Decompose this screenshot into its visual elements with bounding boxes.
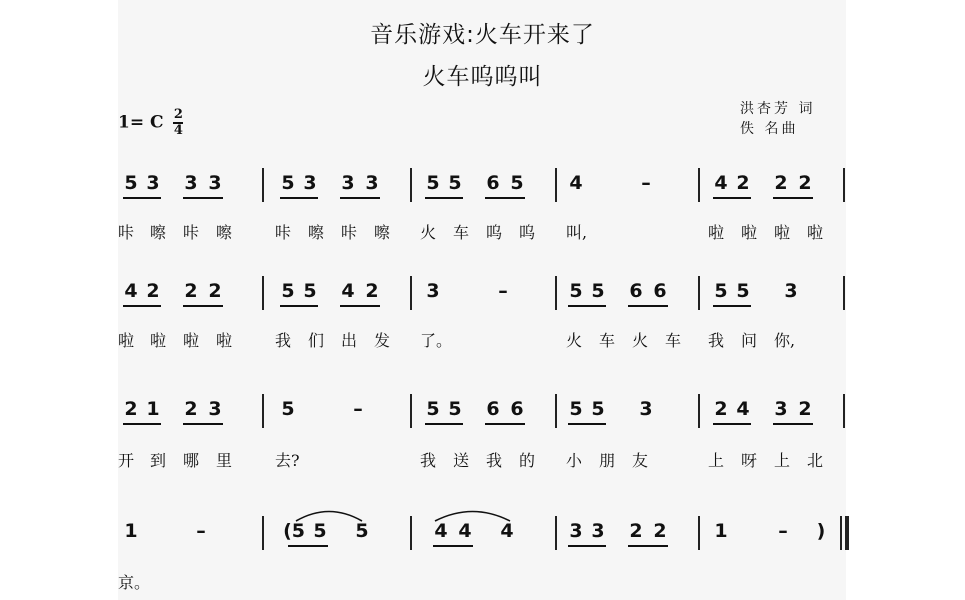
credits xyxy=(740,99,846,139)
barline xyxy=(843,276,845,310)
beam-underline xyxy=(183,197,223,199)
note: 5 xyxy=(124,172,138,194)
note: 2 xyxy=(124,398,138,420)
note: 5 xyxy=(448,172,462,194)
lyric-syllable: 啦 xyxy=(774,223,791,242)
note: 4 xyxy=(736,398,750,420)
beam-underline xyxy=(183,423,223,425)
beam-underline xyxy=(485,423,525,425)
lyric-syllable: 我 xyxy=(486,451,503,470)
note: 5 xyxy=(714,280,728,302)
beam-underline xyxy=(568,423,606,425)
note: 4 xyxy=(714,172,728,194)
note: 4 xyxy=(458,520,472,542)
note: 5 xyxy=(355,520,369,542)
note: 2 xyxy=(184,280,198,302)
note: 2 xyxy=(365,280,379,302)
note: 3 xyxy=(774,398,788,420)
note: 4 xyxy=(569,172,583,194)
note: – xyxy=(196,520,206,542)
beam-underline xyxy=(713,305,751,307)
note: 2 xyxy=(798,398,812,420)
note: 6 xyxy=(629,280,643,302)
lyric-syllable: 咔 xyxy=(341,223,358,242)
lyric-syllable: 朋 xyxy=(599,451,616,470)
beam-underline xyxy=(425,423,463,425)
note: 3 xyxy=(341,172,355,194)
note: 2 xyxy=(653,520,667,542)
lyric-syllable: 我 xyxy=(420,451,437,470)
lyric-syllable: 嚓 xyxy=(150,223,167,242)
lyric-syllable: 们 xyxy=(308,331,325,350)
barline xyxy=(555,516,557,550)
lyric-syllable: 嚓 xyxy=(374,223,391,242)
barline xyxy=(262,168,264,202)
note: ) xyxy=(816,520,826,542)
lyric-syllable: 啦 xyxy=(741,223,758,242)
lyric-syllable: 啦 xyxy=(183,331,200,350)
beam-underline xyxy=(628,305,668,307)
note: 6 xyxy=(486,398,500,420)
note: 5 xyxy=(591,280,605,302)
beam-underline xyxy=(713,197,751,199)
beam-underline xyxy=(425,197,463,199)
beam-underline xyxy=(713,423,751,425)
note: 5 xyxy=(426,172,440,194)
note: 5 xyxy=(426,398,440,420)
lyric-syllable: 北 xyxy=(807,451,824,470)
time-numerator: 2 xyxy=(173,107,183,122)
note: 5 xyxy=(448,398,462,420)
lyric-syllable: 送 xyxy=(453,451,470,470)
barline xyxy=(843,394,845,428)
lyric-syllable: 呜 xyxy=(486,223,503,242)
lyric-syllable: 咔 xyxy=(275,223,292,242)
note: 1 xyxy=(714,520,728,542)
beam-underline xyxy=(628,545,668,547)
barline xyxy=(698,516,700,550)
note: 5 xyxy=(591,398,605,420)
note: 3 xyxy=(146,172,160,194)
lyric-syllable: 京。 xyxy=(118,573,151,592)
note: 3 xyxy=(208,398,222,420)
beam-underline xyxy=(123,423,161,425)
lyric-syllable: 啦 xyxy=(118,331,135,350)
note: 2 xyxy=(714,398,728,420)
lyric-syllable: 火 xyxy=(420,223,437,242)
lyric-syllable: 去? xyxy=(275,451,300,470)
barline xyxy=(845,516,849,550)
beam-underline xyxy=(280,305,318,307)
note: 3 xyxy=(208,172,222,194)
barline xyxy=(410,516,412,550)
note: 2 xyxy=(184,398,198,420)
lyric-syllable: 啦 xyxy=(807,223,824,242)
lyric-syllable: 了。 xyxy=(420,331,453,350)
note: 3 xyxy=(365,172,379,194)
lyric-syllable: 你, xyxy=(774,331,796,350)
final-barline-thin xyxy=(840,516,842,550)
beam-underline xyxy=(288,545,328,547)
beam-underline xyxy=(773,197,813,199)
lyric-syllable: 友 xyxy=(632,451,649,470)
note: 6 xyxy=(486,172,500,194)
beam-underline xyxy=(485,197,525,199)
note: 5 xyxy=(281,398,295,420)
time-signature xyxy=(173,108,183,138)
lyric-syllable: 车 xyxy=(599,331,616,350)
lyric-syllable: 我 xyxy=(275,331,292,350)
note: 3 xyxy=(639,398,653,420)
note: 5 xyxy=(303,280,317,302)
note: 2 xyxy=(146,280,160,302)
barline xyxy=(262,276,264,310)
barline xyxy=(262,394,264,428)
lyric-syllable: 啦 xyxy=(216,331,233,350)
note: – xyxy=(353,398,363,420)
time-denominator: 4 xyxy=(173,123,183,138)
note: 6 xyxy=(653,280,667,302)
beam-underline xyxy=(280,197,318,199)
note: – xyxy=(641,172,651,194)
key-label: 1= C xyxy=(118,112,164,133)
beam-underline xyxy=(340,305,380,307)
beam-underline xyxy=(183,305,223,307)
lyric-syllable: 啦 xyxy=(708,223,725,242)
lyric-syllable: 发 xyxy=(374,331,391,350)
beam-underline xyxy=(568,545,606,547)
lyric-syllable: 的 xyxy=(519,451,536,470)
lyric-syllable: 啦 xyxy=(150,331,167,350)
barline xyxy=(555,168,557,202)
barline xyxy=(698,168,700,202)
lyric-syllable: 车 xyxy=(453,223,470,242)
beam-underline xyxy=(433,545,473,547)
note: 2 xyxy=(208,280,222,302)
lyric-syllable: 火 xyxy=(566,331,583,350)
note: 5 xyxy=(281,280,295,302)
note: 2 xyxy=(774,172,788,194)
note: 4 xyxy=(341,280,355,302)
lyric-syllable: 小 xyxy=(566,451,583,470)
note: 4 xyxy=(124,280,138,302)
slur-arc xyxy=(435,508,510,522)
barline xyxy=(843,168,845,202)
note: 5 xyxy=(569,398,583,420)
note: 5 xyxy=(313,520,327,542)
lyric-syllable: 上 xyxy=(774,451,791,470)
note: 5 xyxy=(510,172,524,194)
lyricist-credit: 洪杏芳 词 xyxy=(740,101,816,117)
lyric-syllable: 叫, xyxy=(566,223,588,242)
lyric-syllable: 出 xyxy=(341,331,358,350)
note: 2 xyxy=(736,172,750,194)
barline xyxy=(262,516,264,550)
note: 3 xyxy=(591,520,605,542)
beam-underline xyxy=(340,197,380,199)
note: 2 xyxy=(629,520,643,542)
lyric-syllable: 哪 xyxy=(183,451,200,470)
lyric-syllable: 车 xyxy=(665,331,682,350)
note: 6 xyxy=(510,398,524,420)
barline xyxy=(698,276,700,310)
beam-underline xyxy=(123,305,161,307)
beam-underline xyxy=(773,423,813,425)
lyric-syllable: 咔 xyxy=(118,223,135,242)
lyric-syllable: 呜 xyxy=(519,223,536,242)
note: 3 xyxy=(303,172,317,194)
lyric-syllable: 里 xyxy=(216,451,233,470)
barline xyxy=(410,168,412,202)
page-title: 音乐游戏:火车开来了 xyxy=(370,22,595,48)
composer-credit: 佚 名曲 xyxy=(740,121,799,137)
note: 3 xyxy=(184,172,198,194)
note: 3 xyxy=(569,520,583,542)
key-signature xyxy=(118,108,183,138)
note: 5 xyxy=(736,280,750,302)
barline xyxy=(698,394,700,428)
lyric-syllable: 呀 xyxy=(741,451,758,470)
note: – xyxy=(778,520,788,542)
beam-underline xyxy=(568,305,606,307)
lyric-syllable: 嚓 xyxy=(216,223,233,242)
lyric-syllable: 上 xyxy=(708,451,725,470)
note: 5 xyxy=(569,280,583,302)
lyric-syllable: 到 xyxy=(150,451,167,470)
lyric-syllable: 火 xyxy=(632,331,649,350)
barline xyxy=(555,394,557,428)
lyric-syllable: 开 xyxy=(118,451,135,470)
note: 3 xyxy=(426,280,440,302)
lyric-syllable: 我 xyxy=(708,331,725,350)
note: 4 xyxy=(500,520,514,542)
lyric-syllable: 咔 xyxy=(183,223,200,242)
note: 2 xyxy=(798,172,812,194)
beam-underline xyxy=(123,197,161,199)
barline xyxy=(410,276,412,310)
note: 5 xyxy=(281,172,295,194)
barline xyxy=(410,394,412,428)
note: 3 xyxy=(784,280,798,302)
note: (5 xyxy=(283,520,305,542)
note: 1 xyxy=(146,398,160,420)
song-title: 火车呜呜叫 xyxy=(422,64,543,90)
note: 4 xyxy=(434,520,448,542)
barline xyxy=(555,276,557,310)
note: – xyxy=(498,280,508,302)
lyric-syllable: 嚓 xyxy=(308,223,325,242)
lyric-syllable: 问 xyxy=(741,331,758,350)
note: 1 xyxy=(124,520,138,542)
slur-arc xyxy=(296,508,362,522)
